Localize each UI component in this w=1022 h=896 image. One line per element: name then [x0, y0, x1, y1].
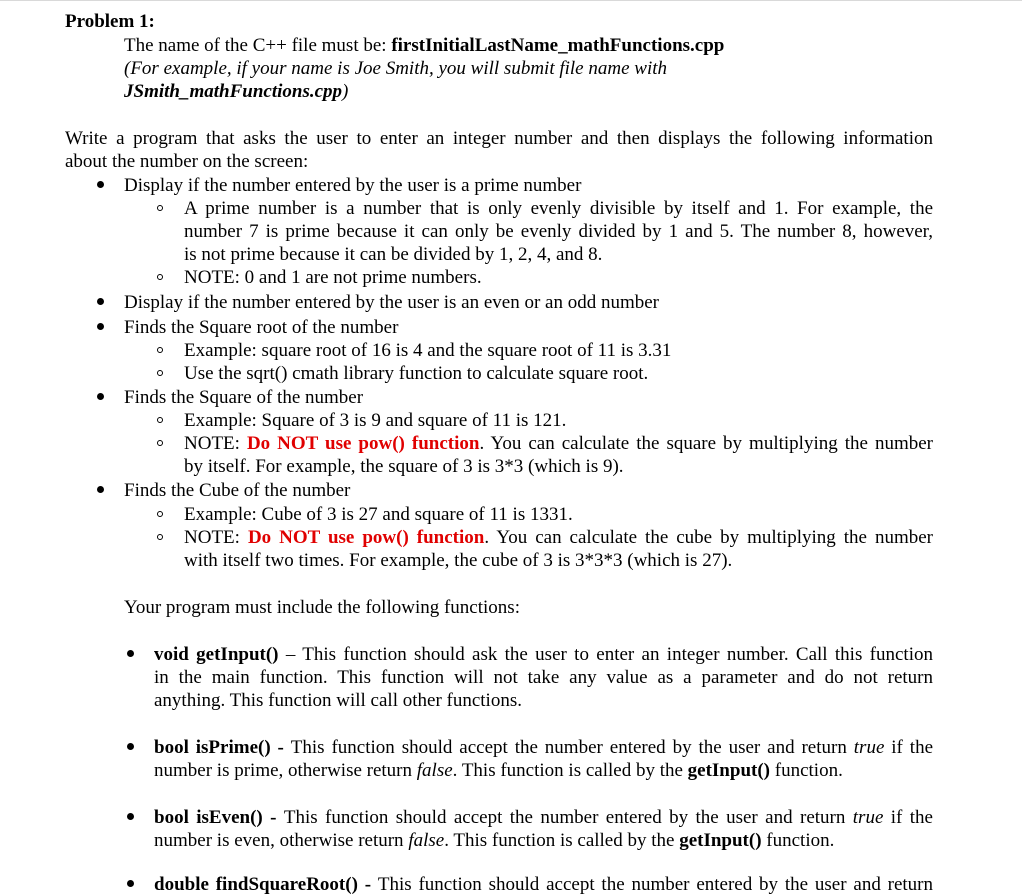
is-prime-signature: bool isPrime() -	[154, 737, 291, 758]
problem-heading: Problem 1:	[65, 11, 155, 32]
square-note-line1	[184, 432, 933, 455]
is-prime-desc: This function should accept the number entered by the user and return	[290, 737, 854, 758]
cube-note-line1	[184, 526, 933, 549]
is-even-desc-end: if the	[883, 807, 933, 828]
sqrt-example: Example: square root of 16 is 4 and the square root of 11 is 3.31	[184, 340, 672, 361]
get-input-ref: getInput()	[687, 760, 770, 781]
cube-example: Example: Cube of 3 is 27 and square of 11 is 1331.	[184, 504, 573, 525]
sqrt-hint: Use the sqrt() cmath library function to calculate square root.	[184, 363, 649, 384]
is-prime-desc-end: if the	[884, 737, 934, 758]
prime-definition-line2: number 7 is prime because it can only be evenly divided by 1 and 5. The number 8, however,	[184, 221, 933, 242]
bullet-marker	[97, 298, 104, 305]
functions-intro: Your program must include the following functions:	[124, 597, 520, 618]
is-prime-line1	[154, 736, 933, 759]
get-input-line3: anything. This function will call other functions.	[154, 690, 522, 711]
get-input-ref: getInput()	[679, 830, 762, 851]
is-even-desc3: . This function is called by the	[444, 830, 680, 851]
note-rest: . You can calculate the cube by multiplying the number	[484, 527, 934, 548]
is-even-desc4: function.	[761, 830, 835, 851]
sub-bullet-marker	[157, 511, 163, 517]
bullet-marker	[127, 650, 134, 657]
page-top-border	[0, 0, 1022, 1]
is-even-desc: This function should accept the number entered by the user and return	[283, 807, 853, 828]
bullet-cube: Finds the Cube of the number	[124, 480, 351, 501]
prime-definition-line3: is not prime because it can be divided by 1, 2, 4, and 8.	[184, 244, 603, 265]
find-sqrt-desc: This function should accept the number entered by the user and return	[377, 874, 934, 895]
is-even-signature: bool isEven() -	[154, 807, 284, 828]
note-rest: . You can calculate the square by multiplying the number	[479, 433, 933, 454]
bullet-marker	[97, 486, 104, 493]
example-close: )	[342, 81, 349, 102]
bullet-marker	[127, 743, 134, 750]
bullet-marker	[97, 393, 104, 400]
note-label: NOTE:	[184, 527, 248, 548]
sub-bullet-marker	[157, 440, 163, 446]
find-sqrt-line1	[154, 873, 933, 896]
get-input-desc: – This function should ask the user to enter an integer number. Call this function	[278, 644, 933, 665]
filename: firstInitialLastName_mathFunctions.cpp	[391, 35, 725, 56]
pow-warning: Do NOT use pow() function	[247, 527, 485, 548]
is-even-line2	[154, 829, 834, 852]
filename-example-line1: (For example, if your name is Joe Smith, you will submit file name with	[124, 58, 668, 79]
note-label: NOTE:	[184, 433, 247, 454]
sub-bullet-marker	[157, 534, 163, 540]
true-keyword: true	[853, 737, 885, 758]
sub-bullet-marker	[157, 274, 163, 280]
prime-note: NOTE: 0 and 1 are not prime numbers.	[184, 267, 482, 288]
sub-bullet-marker	[157, 205, 163, 211]
true-keyword: true	[852, 807, 884, 828]
filename-example-line2	[124, 80, 348, 103]
pow-warning: Do NOT use pow() function	[246, 433, 480, 454]
example-filename: JSmith_mathFunctions.cpp	[124, 81, 343, 102]
bullet-prime: Display if the number entered by the user is a prime number	[124, 175, 582, 196]
prime-definition-line1: A prime number is a number that is only evenly divisible by itself and 1. For example, the	[184, 198, 933, 219]
bullet-marker	[127, 813, 134, 820]
intro-line1: Write a program that asks the user to enter an integer number and then displays the following information	[65, 128, 933, 149]
square-example: Example: Square of 3 is 9 and square of 11 is 121.	[184, 410, 567, 431]
get-input-signature: void getInput()	[154, 644, 279, 665]
is-prime-line2	[154, 759, 843, 782]
bullet-even-odd: Display if the number entered by the user is an even or an odd number	[124, 292, 660, 313]
bullet-marker	[97, 323, 104, 330]
get-input-line1	[154, 643, 933, 666]
is-even-line1	[154, 806, 933, 829]
get-input-line2: in the main function. This function will not take any value as a parameter and do not return	[154, 667, 933, 688]
find-sqrt-signature: double findSquareRoot() -	[154, 874, 378, 895]
sub-bullet-marker	[157, 347, 163, 353]
bullet-square: Finds the Square of the number	[124, 387, 364, 408]
filename-requirement	[124, 34, 724, 57]
bullet-marker	[127, 880, 134, 887]
intro-line2: about the number on the screen:	[65, 151, 309, 172]
is-prime-desc2: number is prime, otherwise return	[154, 760, 417, 781]
square-note-line2: by itself. For example, the square of 3 is 3*3 (which is 9).	[184, 456, 624, 477]
bullet-marker	[97, 181, 104, 188]
is-prime-desc4: function.	[770, 760, 843, 781]
is-even-desc2: number is even, otherwise return	[154, 830, 409, 851]
sub-bullet-marker	[157, 370, 163, 376]
is-prime-desc3: . This function is called by the	[452, 760, 688, 781]
false-keyword: false	[408, 830, 445, 851]
bullet-sqrt: Finds the Square root of the number	[124, 317, 399, 338]
sub-bullet-marker	[157, 417, 163, 423]
filename-prefix: The name of the C++ file must be:	[124, 35, 392, 56]
cube-note-line2: with itself two times. For example, the cube of 3 is 3*3*3 (which is 27).	[184, 550, 733, 571]
false-keyword: false	[416, 760, 453, 781]
